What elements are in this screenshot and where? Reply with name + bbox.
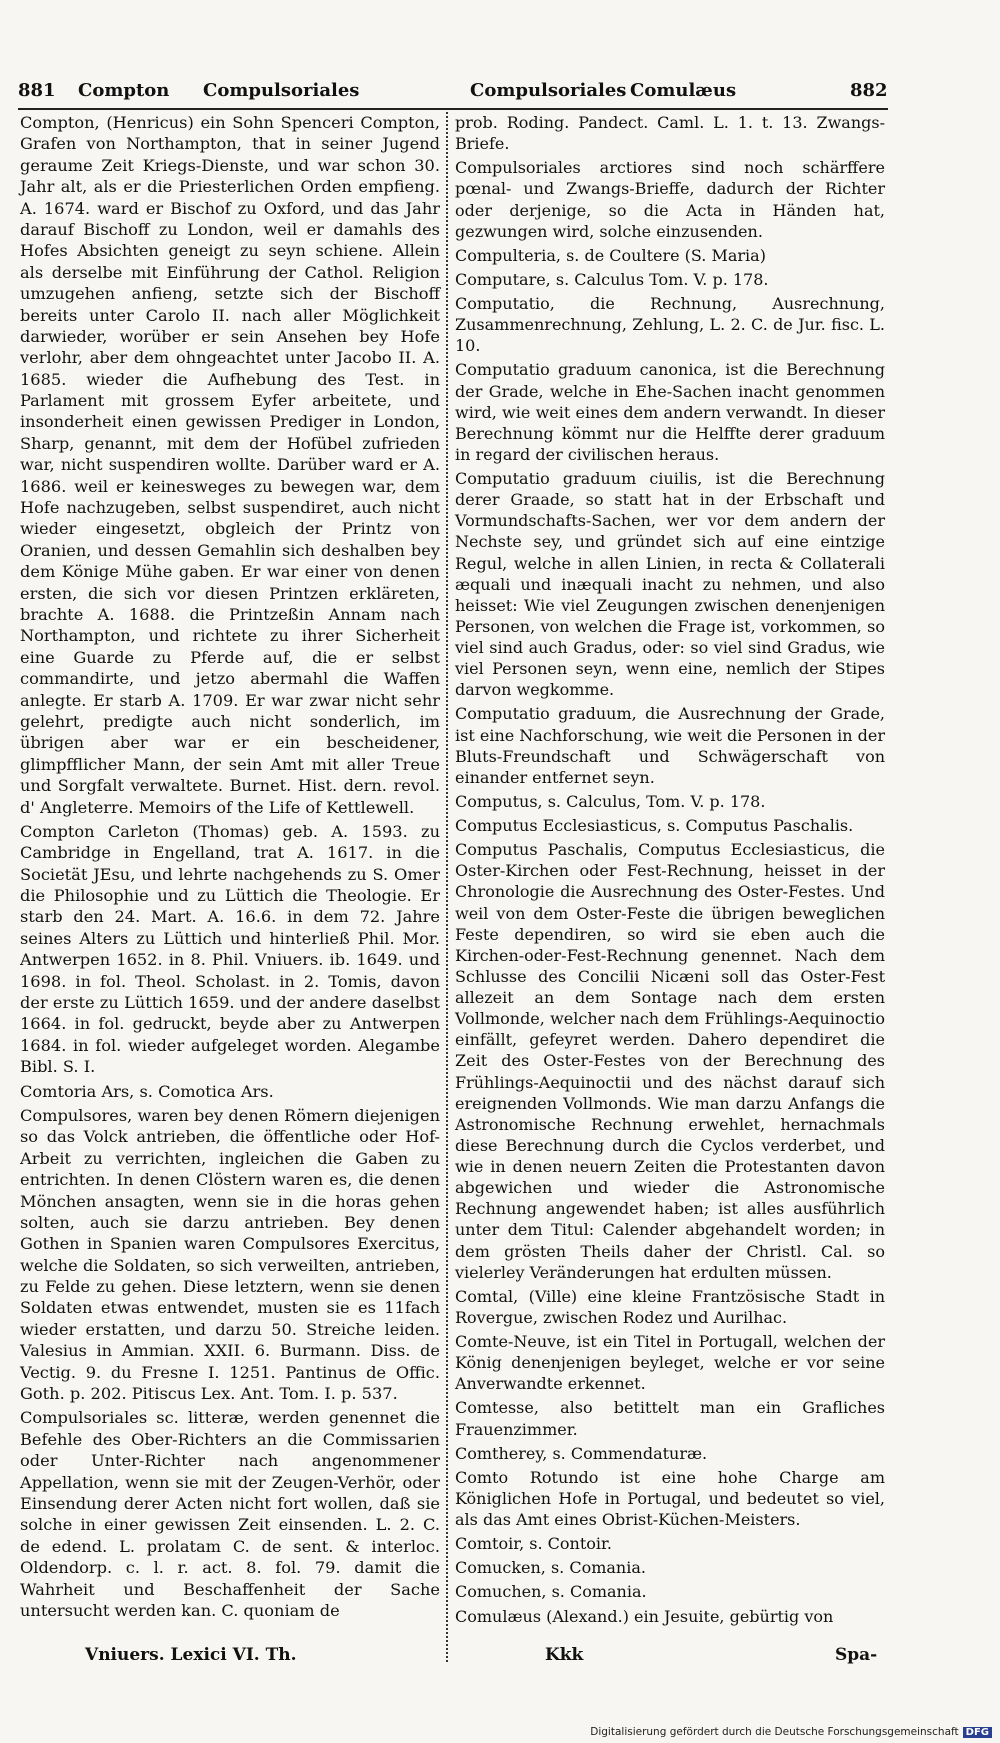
digitization-credit <box>590 1726 992 1738</box>
page-number-left: 881 <box>18 80 56 101</box>
entry-comuchen: Comuchen, s. Comania. <box>455 1582 647 1602</box>
header-term-left-1: Compton <box>78 80 170 101</box>
credit-text: Digitalisierung gefördert durch die Deutsche Forschungsgemeinschaft <box>590 1726 959 1738</box>
header-term-right-1: Compulsoriales <box>470 80 627 101</box>
header-term-right-2: Comulæus <box>630 80 737 101</box>
entry-compulsores: Compulsores, waren bey denen Römern diejenigen so das Volck antrieben, die öffentliche oder Hof-Arbeit zu verrichten, ingleichen die Gaben zu entrichten. In denen Clöstern waren es, die denen Mönchen ansagten, wenn sie in die horas gehen solten, auch sie darzu antrieben. Bey denen Gothen in Spanien waren Compulsores Exercitus, welche die Soldaten, so sich verweilten, antrieben, zu Felde zu gehen. Diese letztern, wenn sie denen Soldaten etwas entwendet, musten sie es 11fach wieder erstatten, und darzu 50. Streiche leiden. Valesius in Ammian. XXII. 6. Burmann. Diss. de Vectig. 9. du Fresne I. 1251. Pantinus de Offic. Goth. p. 202. Pitiscus Lex. Ant. Tom. I. p. 537. <box>20 1105 440 1404</box>
entry-comtal: Comtal, (Ville) eine kleine Frantzösische Stadt in Rovergue, zwischen Rodez und Aurilhac. <box>455 1286 885 1327</box>
entry-comte-neuve: Comte-Neuve, ist ein Titel in Portugall, welchen der König denenjenigen beyleget, welche er vor seine Anverwandte erkennet. <box>455 1332 885 1394</box>
entry-compulsoriales: Compulsoriales sc. litteræ, werden genennet die Befehle des Ober-Richters an die Commissarien oder Unter-Richter nach angenommener Appellation, wenn sie mit der Zeugen-Verhör, oder Einsendung derer Acten nicht fort wollen, daß sie solche in einer gewissen Zeit einsenden. L. 2. C. de edend. L. prolatam C. de sent. & interloc. Oldendorp. c. l. r. act. 8. fol. 79. damit die Wahrheit und Beschaffenheit der Sache untersucht werden kan. C. quoniam de <box>20 1408 440 1620</box>
signature-mark: Kkk <box>545 1645 584 1665</box>
left-column <box>20 112 440 1624</box>
page-number-right: 882 <box>850 80 888 101</box>
column-divider <box>446 112 449 1662</box>
entry-compton-henricus: Compton, (Henricus) ein Sohn Spenceri Compton, Grafen von Northampton, that in seiner Jugend geraume Zeit Kriegs-Dienste, und war schon 30. Jahr alt, als er die Priesterlichen Orden empfieng. A. 1674. ward er Bischof zu Oxford, und das Jahr darauf Bischoff zu London, weil er damahls des Hofes Absichten geneigt zu seyn schiene. Allein als derselbe mit Einführung der Cathol. Religion umzugehen anfieng, setzte sich der Bischoff bereits unter Carolo II. nach aller Möglichkeit darwieder, worüber er sein Ansehen bey Hofe verlohr, aber dem ohngeachtet unter Jacobo II. A. 1685. wieder die Aufhebung des Test. in Parlament mit grossem Eyfer arbeitete, und insonderheit einen gewissen Prediger in London, Sharp, genannt, mit dem der Hofübel zufrieden war, nicht suspendiren wollte. Darüber ward er A. 1686. weil er keinesweges zu bewegen war, dem Hofe nachzugeben, selbst suspendiret, auch nicht wieder eingesetzt, obgleich der Printz von Oranien, und dessen Gemahlin sich deshalben bey dem Könige Mühe gaben. Er war einer von denen ersten, die sich vor diesen Printzen erkläreten, brachte A. 1688. die Printzeßin Annam nach Northampton, und richtete zu ihrer Sicherheit eine Guarde zu Pferde auf, die er selbst commandirte, und jetzo abermahl die Waffen anlegte. Er starb A. 1709. Er war zwar nicht sehr gelehrt, predigte auch nicht sonderlich, im übrigen aber war er ein bescheidener, glimpfflicher Mann, der sein Amt mit aller Treue und Sorgfalt verwaltete. Burnet. Hist. dern. revol. d' Angleterre. Memoirs of the Life of Kettlewell. <box>20 113 440 817</box>
entry-comtoria-ars: Comtoria Ars, s. Comotica Ars. <box>20 1081 274 1101</box>
entry-computatio-canonica: Computatio graduum canonica, ist die Berechnung der Grade, welche in Ehe-Sachen inacht genommen wird, wie weit eines dem andern verwandt. In dieser Berechnung kömmt nur die Helffte derer graduum in regard der civilischen heraus. <box>455 360 885 464</box>
entry-computatio: Computatio, die Rechnung, Ausrechnung, Zusammenrechnung, Zehlung, L. 2. C. de Jur. fisc. L. 10. <box>455 294 885 356</box>
right-column <box>455 112 885 1630</box>
entry-computatio-graduum: Computatio graduum, die Ausrechnung der Grade, ist eine Nachforschung, wie weit die Personen in der Bluts-Freundschaft und Schwägerschaft von einander entfernet seyn. <box>455 704 885 787</box>
entry-computus: Computus, s. Calculus, Tom. V. p. 178. <box>455 791 766 811</box>
dfg-logo: DFG <box>963 1727 992 1738</box>
entry-comulaeus: Comulæus (Alexand.) ein Jesuite, gebürtig von <box>455 1606 834 1626</box>
entry-continuation: prob. Roding. Pandect. Caml. L. 1. t. 13. Zwangs-Briefe. <box>455 113 885 154</box>
entry-computus-paschalis: Computus Paschalis, Computus Ecclesiasticus, die Oster-Kirchen oder Fest-Rechnung, heisset in der Chronologie die Ausrechnung des Oster-Festes. Und weil von dem Oster-Feste die übrigen beweglichen Feste dependiren, so wird sie eben auch die Kirchen-oder-Fest-Rechnung genennet. Nach dem Schlusse des Concilii Nicæni soll das Oster-Fest allezeit an dem Sontage nach dem ersten Vollmonde, welcher nach dem Frühlings-Aequinoctio einfällt, gefeyret werden. Dahero dependiret die Zeit des Oster-Festes von der Berechnung des Frühlings-Aequinoctii und des nächst darauf sich ereignenden Vollmonds. Wie man darzu Anfangs die Astronomische Rechnung erwehlet, hernachmals diese Berechnung durch die Cyclos verderbet, und wie in denen neuern Zeiten die Protestanten davon abgewichen und wieder die Astronomische Rechnung angewendet haben; ist alles ausführlich unter dem Titul: Calender abgehandelt worden; in dem grösten Theils daher der Christl. Cal. so vielerley Veränderungen hat erdulten müssen. <box>455 840 885 1282</box>
entry-computare: Computare, s. Calculus Tom. V. p. 178. <box>455 269 769 289</box>
entry-comtherey: Comtherey, s. Commendaturæ. <box>455 1443 708 1463</box>
page-header <box>18 72 898 106</box>
entry-compulsoriales-arctiores: Compulsoriales arctiores sind noch schärffere pœnal- und Zwangs-Brieffe, dadurch der Richter oder derjenige, so die Acta in Händen hat, gezwungen wird, solche einzusenden. <box>455 158 885 241</box>
header-rule <box>18 108 888 110</box>
entry-computus-ecclesiasticus: Computus Ecclesiasticus, s. Computus Paschalis. <box>455 816 854 835</box>
entry-compulteria: Compulteria, s. de Coultere (S. Maria) <box>455 245 766 265</box>
catchword-left: Vniuers. Lexici VI. Th. <box>85 1645 297 1665</box>
entry-computatio-ciuilis: Computatio graduum ciuilis, ist die Berechnung derer Graade, so statt hat in der Erbschaft und Vormundschafts-Sachen, wer vor dem andern der Nechste sey, und gründet sich auf eine eintzige Regul, welche in allen Linien, in recta & Collaterali æquali und inæquali inacht zu nehmen, und also heisset: Wie viel Zeugungen zwischen denenjenigen Personen, von welchen die Frage ist, vorkommen, so viel sind auch Gradus, oder: so viel sind Gradus, wie viel Personen seyn, wenn eine, nemlich der Stipes darvon wegkomme. <box>455 469 885 700</box>
header-term-left-2: Compulsoriales <box>203 80 360 101</box>
catchword-right: Spa- <box>835 1645 878 1665</box>
entry-comto-rotundo: Comto Rotundo ist eine hohe Charge am Königlichen Hofe in Portugal, und bedeutet so viel, als das Amt eines Obrist-Küchen-Meisters. <box>455 1467 885 1529</box>
entry-compton-carleton: Compton Carleton (Thomas) geb. A. 1593. zu Cambridge in Engelland, trat A. 1617. in die Societät JEsu, und lehrte nachgehends zu S. Omer die Philosophie und zu Lüttich die Theologie. Er starb den 24. Mart. A. 16.6. in dem 72. Jahre seines Alters zu Lüttich und hinterließ Phil. Mor. Antwerpen 1652. in 8. Phil. Vniuers. ib. 1649. und 1698. in fol. Theol. Scholast. in 2. Tomis, davon der erste zu Lüttich 1659. und der andere daselbst 1664. in fol. gedruckt, beyde aber zu Antwerpen 1684. in fol. wieder aufgeleget worden. Alegambe Bibl. S. I. <box>20 821 440 1077</box>
entry-comucken: Comucken, s. Comania. <box>455 1558 646 1578</box>
entry-comtesse: Comtesse, also betittelt man ein Grafliches Frauenzimmer. <box>455 1398 885 1439</box>
entry-comtoir: Comtoir, s. Contoir. <box>455 1534 613 1554</box>
